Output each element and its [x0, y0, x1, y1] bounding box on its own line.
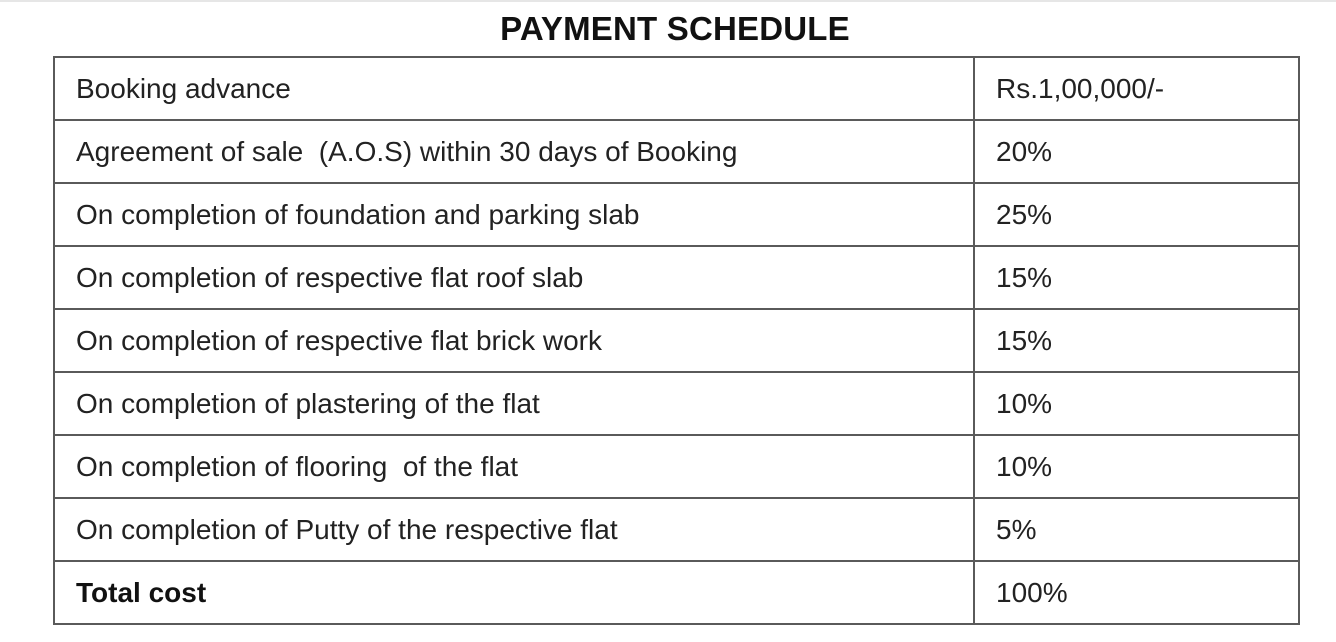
table-row — [54, 435, 1299, 498]
table-row — [54, 57, 1299, 120]
row-amount: 15% — [974, 309, 1299, 372]
row-amount: 10% — [974, 435, 1299, 498]
row-amount: 15% — [974, 246, 1299, 309]
row-amount: Rs.1,00,000/- — [974, 57, 1299, 120]
row-amount: 10% — [974, 372, 1299, 435]
payment-schedule-table — [53, 56, 1300, 625]
total-row — [54, 561, 1299, 624]
top-divider — [0, 0, 1336, 2]
table-row — [54, 183, 1299, 246]
row-description: On completion of flooring of the flat — [54, 435, 974, 498]
page-title: PAYMENT SCHEDULE — [500, 10, 850, 47]
row-amount: 20% — [974, 120, 1299, 183]
row-description: Agreement of sale (A.O.S) within 30 days of Booking — [54, 120, 974, 183]
row-description: Booking advance — [54, 57, 974, 120]
row-description: On completion of Putty of the respective flat — [54, 498, 974, 561]
table-row — [54, 372, 1299, 435]
table-row — [54, 498, 1299, 561]
row-amount: 5% — [974, 498, 1299, 561]
total-label: Total cost — [54, 561, 974, 624]
table-row — [54, 120, 1299, 183]
row-amount: 25% — [974, 183, 1299, 246]
total-amount: 100% — [974, 561, 1299, 624]
row-description: On completion of respective flat roof slab — [54, 246, 974, 309]
table-row — [54, 246, 1299, 309]
row-description: On completion of plastering of the flat — [54, 372, 974, 435]
row-description: On completion of respective flat brick work — [54, 309, 974, 372]
row-description: On completion of foundation and parking slab — [54, 183, 974, 246]
table-row — [54, 309, 1299, 372]
